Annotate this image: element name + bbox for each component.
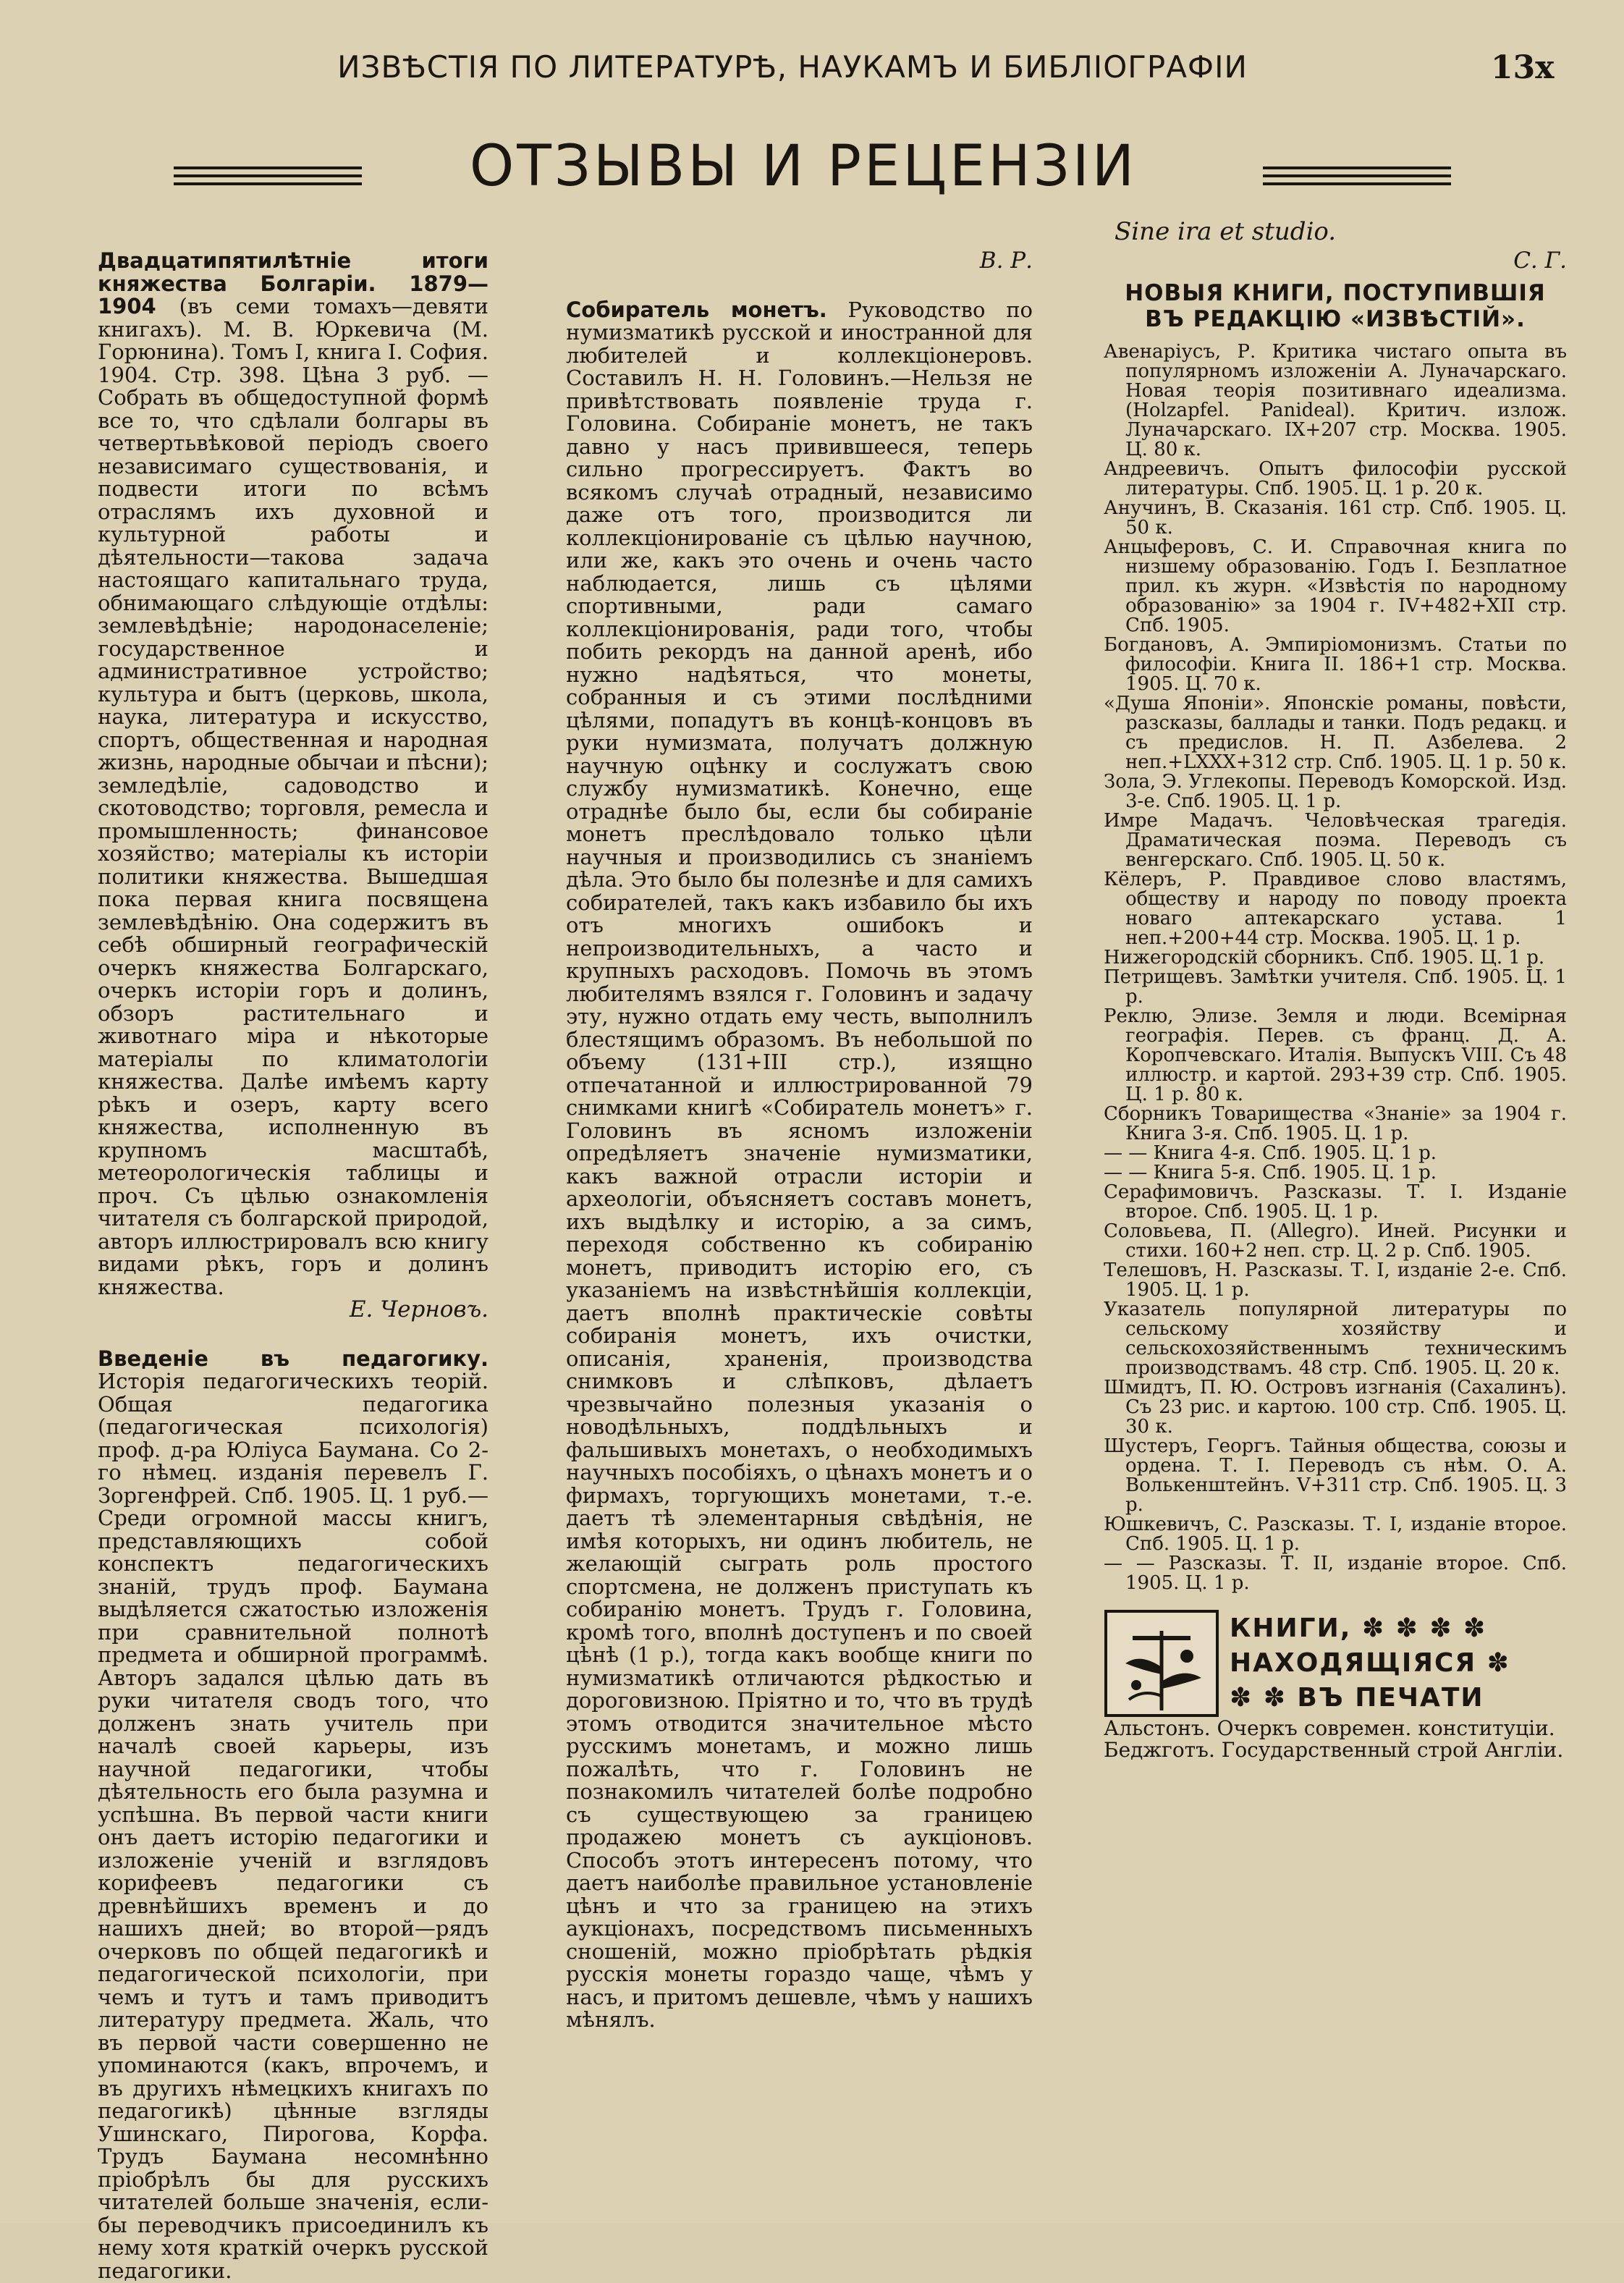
book-entry: Нижегородскій сборникъ. Спб. 1905. Ц. 1 р. — [1104, 946, 1545, 969]
book-entry: Серафимовичъ. Разсказы. Т. I. Изданіе второе. Спб. 1905. Ц. 1 р. — [1104, 1181, 1567, 1223]
book-entry: Богдановъ, А. Эмпиріомонизмъ. Статьи по философіи. Книга II. 186+1 стр. Москва. 1905. Ц. 70 к. — [1104, 633, 1567, 695]
book-entry: Указатель популярной литературы по сельскому хозяйству и сельскохозяйственнымъ техническимъ производствамъ. 48 стр. Спб. 1905. Ц. 20 к. — [1104, 1298, 1567, 1379]
review-1-body: (въ семи томахъ—девяти книгахъ). М. В. Юркевича (М. Горюнина). Томъ I, книга I. София. 1904. Стр. 398. Цѣна 3 руб. — Собрать въ общедоступной формѣ все то, что сдѣлали болгары въ четвертьвѣковой періодъ своего независимаго существованія, и подвести итоги по всѣмъ отраслямъ ихъ духовной и культурной работы и дѣятельности—такова задача настоящаго капитальнаго труда, обнимающаго слѣдующіе отдѣлы: землевѣдѣніе; народонаселеніе; государственное и административное устройство; культура и бытъ (церковь, школа, наука, литература и искусство, спортъ, общественная и народная жизнь, народные обычаи и пѣсни); земледѣліе, садоводство и скотоводство; торговля, ремесла и промышленность; финансовое хозяйство; матеріалы къ исторіи политики княжества. Вышедшая пока первая книга посвящена землевѣдѣнію. Она содержитъ въ себѣ обширный географическій очеркъ княжества Болгарскаго, очеркъ исторіи горъ и долинъ, обзоръ растительнаго и животнаго міра и нѣкоторые матеріалы по климатологіи княжества. Далѣе имѣемъ карту рѣкъ и озеръ, карту всего княжества, исполненную въ крупномъ масштабѣ, метеорологическія таблицы и проч. Съ цѣлью ознакомленія читателя съ болгарской природой, авторъ иллюстрировалъ всю книгу видами рѣкъ, горъ и долинъ княжества. — [98, 294, 489, 1299]
book-entry: — — Книга 5-я. Спб. 1905. Ц. 1 р. — [1104, 1161, 1437, 1183]
review-2-title: Введеніе въ педагогику. — [98, 1346, 489, 1371]
review-3-title: Собиратель монетъ. — [566, 297, 827, 322]
in-press-heading-line: КНИГИ, ✽ ✽ ✽ ✽ — [1230, 1613, 1487, 1643]
review-2-signature: В. Р. — [979, 248, 1033, 274]
in-press-item: Беджготъ. Государственный строй Англіи. — [1104, 1737, 1564, 1762]
left-title-rules — [174, 166, 362, 203]
masthead: ИЗВѢСТІЯ ПО ЛИТЕРАТУРѢ, НАУКАМЪ И БИБЛІОГРАФІИ — [337, 49, 1248, 85]
book-entry: Шустеръ, Георгъ. Тайныя общества, союзы и ордена. Т. I. Переводъ съ нѣм. О. А. Волькенштейнъ. V+311 стр. Спб. 1905. Ц. 3 р. — [1104, 1435, 1567, 1516]
review-1-title: Двадцатипятилѣтніе итоги княжества Болгаріи. 1879—1904 — [98, 248, 489, 318]
floral-initial-ornament-icon — [1104, 1609, 1219, 1718]
book-entry: Кёлеръ, Р. Правдивое слово властямъ, обществу и народу по поводу проекта новаго аптекарскаго устава. 1 неп.+200+44 стр. Москва. 1905. Ц. 1 р. — [1104, 868, 1567, 949]
book-entry: Анцыферовъ, С. И. Справочная книга по низшему образованію. Годъ I. Безплатное прил. къ журн. «Извѣстія по народному образованію» за 1904 г. IV+482+XII стр. Спб. 1905. — [1104, 536, 1567, 636]
book-entry: — — Книга 4-я. Спб. 1905. Ц. 1 р. — [1104, 1142, 1437, 1164]
book-entry: Андреевичъ. Опытъ философіи русской литературы. Спб. 1905. Ц. 1 р. 20 к. — [1104, 457, 1567, 499]
in-press-block — [1104, 1609, 1567, 1718]
section-title: ОТЗЫВЫ И РЕЦЕНЗІИ — [469, 134, 1138, 199]
page-number: 13х — [1491, 49, 1555, 86]
book-entry: Шмидтъ, П. Ю. Островъ изгнанія (Сахалинъ). Съ 23 рис. и картою. 100 стр. Спб. 1905. Ц. 30 к. — [1104, 1376, 1567, 1438]
new-books-list — [1104, 342, 1567, 1593]
review-3-signature: С. Г. — [1513, 248, 1567, 274]
book-entry: Авенаріусъ, Р. Критика чистаго опыта въ популярномъ изложеніи А. Луначарскаго. Новая теорія позитивнаго идеализма. (Holzapfel. Panideal). Критич. излож. Луначарскаго. IX+207 стр. Москва. 1905. Ц. 80 к. — [1104, 340, 1567, 460]
book-entry: Анучинъ, В. Сказанія. 161 стр. Спб. 1905. Ц. 50 к. — [1104, 497, 1567, 539]
review-2 — [98, 1348, 489, 2283]
in-press-heading-line: ✽ ✽ ВЪ ПЕЧАТИ — [1230, 1682, 1484, 1713]
new-books-heading: НОВЫЯ КНИГИ, ПОСТУПИВШІЯ ВЪ РЕДАКЦІЮ «ИЗВѢСТІЙ». — [1125, 279, 1546, 332]
book-entry: «Душа Японіи». Японскіе романы, повѣсти, разсказы, баллады и танки. Подъ редакц. и съ предислов. Н. П. Азбелева. 2 неп.+LXXX+312 стр. Спб. 1905. Ц. 1 р. 50 к. — [1104, 692, 1567, 773]
column-3 — [1104, 250, 1567, 1761]
book-entry: Сборникъ Товарищества «Знаніе» за 1904 г. Книга 3-я. Спб. 1905. Ц. 1 р. — [1104, 1102, 1567, 1144]
book-entry: Петрищевъ. Замѣтки учителя. Спб. 1905. Ц. 1 р. — [1104, 966, 1567, 1008]
review-3-body: Руководство по нумизматикѣ русской и иностранной для любителей и коллекціонеровъ. Составилъ Н. Н. Головинъ.—Нельзя не привѣтствовать появленіе труда г. Головина. Собираніе монетъ, не такъ давно у насъ привившееся, теперь сильно прогрессируетъ. Фактъ во всякомъ случаѣ отрадный, независимо даже отъ того, производится ли коллекціонированіе съ цѣлью научною, или же, какъ это очень и очень часто наблюдается, лишь съ цѣлями спортивными, ради самаго коллекціонированія, ради того, чтобы побить рекордъ на данной аренѣ, ибо нужно надѣяться, что монеты, собранныя и съ этими послѣдними цѣлями, попадутъ въ концѣ-концовъ въ руки нумизмата, получатъ должную научную оцѣнку и сослужатъ свою службу нумизматикѣ. Конечно, еще отраднѣе было бы, если бы собираніе монетъ преслѣдовало только цѣли научныя и производились съ знаніемъ дѣла. Это было бы полезнѣе и для самихъ собирателей, такъ какъ избавило бы ихъ отъ многихъ ошибокъ и непроизводительныхъ, а часто и крупныхъ расходовъ. Помочь въ этомъ любителямъ взялся г. Головинъ и задачу эту, нужно отдать ему честь, выполнилъ блестящимъ образомъ. Въ небольшой по объему (131+III стр.), изящно отпечатанной и иллюстрированной 79 снимками книгѣ «Собиратель монетъ» г. Головинъ въ ясномъ изложеніи опредѣляетъ значеніе нумизматики, какъ важной отрасли исторіи и археологіи, объясняетъ составъ монетъ, ихъ выдѣлку и исторію, а за симъ, переходя собственно къ собиранію монетъ, приводитъ исторію его, съ указаніемъ на извѣстнѣйшія коллекціи, даетъ вполнѣ практическіе совѣты собиранія монетъ, ихъ очистки, описанія, храненія, производства снимковъ и слѣпковъ, дѣлаетъ чрезвычайно полезныя указанія о новодѣльныхъ, поддѣльныхъ и фальшивыхъ монетахъ, о необходимыхъ научныхъ пособіяхъ, о цѣнахъ монетъ и о фирмахъ, торгующихъ монетами, т.-е. даетъ тѣ элементарныя свѣдѣнія, не имѣя которыхъ, ни одинъ любитель, не желающій сыграть роль простого спортсмена, не долженъ приступать къ собиранію монетъ. Трудъ г. Головина, кромѣ того, вполнѣ доступенъ и по своей цѣнѣ (1 р.), тогда какъ вообще книги по нумизматикѣ отличаются рѣдкостью и дороговизною. Пріятно и то, что въ трудѣ этомъ отводится значительное мѣсто русскимъ монетамъ, и можно лишь пожалѣть, что г. Головинъ не познакомилъ читателей болѣе подробно съ существующею за границею продажею монетъ съ аукціоновъ. Способъ этотъ интересенъ потому, что даетъ наиболѣе правильное установленіе цѣнъ и что за границею на этихъ аукціонахъ, посредствомъ письменныхъ сношеній, можно пріобрѣтать рѣдкія русскія монеты гораздо чаще, чѣмъ у насъ, и притомъ дешевле, чѣмъ у нашихъ мѣнялъ. — [566, 297, 1033, 2032]
book-entry: Соловьева, П. (Allegro). Иней. Рисунки и стихи. 160+2 неп. стр. Ц. 2 р. Спб. 1905. — [1104, 1220, 1567, 1262]
column-2 — [566, 250, 1033, 2032]
book-entry: Юшкевичъ, С. Разсказы. Т. I, изданіе второе. Спб. 1905. Ц. 1 р. — [1104, 1513, 1567, 1555]
book-entry: Телешовъ, Н. Разсказы. Т. I, изданіе 2-е. Спб. 1905. Ц. 1 р. — [1104, 1259, 1567, 1301]
in-press-heading — [1230, 1611, 1510, 1716]
book-entry: Имре Мадачъ. Человѣческая трагедія. Драматическая поэма. Переводъ съ венгерскаго. Спб. 1905. Ц. 50 к. — [1104, 809, 1567, 871]
review-3 — [566, 299, 1033, 2032]
in-press-heading-line: НАХОДЯЩІЯСЯ ✽ — [1230, 1647, 1510, 1678]
right-title-rules — [1263, 166, 1451, 203]
in-press-item: Альстонъ. Очеркъ современ. конституціи. — [1104, 1716, 1555, 1740]
column-1 — [98, 250, 489, 2282]
section-motto: Sine ira et studio. — [1115, 217, 1337, 246]
review-1 — [98, 250, 489, 1299]
book-entry: Зола, Э. Углекопы. Переводъ Коморской. Изд. 3-е. Спб. 1905. Ц. 1 р. — [1104, 770, 1567, 812]
book-entry: Реклю, Элизе. Земля и люди. Всемірная географія. Перев. съ франц. Д. А. Коропчевскаго. Италія. Выпускъ VIII. Съ 48 иллюстр. и картой. 293+39 стр. Спб. 1905. Ц. 1 р. 80 к. — [1104, 1005, 1567, 1105]
review-1-signature: Е. Черновъ. — [349, 1296, 489, 1322]
review-2-body: Исторія педагогическихъ теорій. Общая педагогика (педагогическая психологія) проф. д-ра Юліуса Баумана. Со 2-го нѣмец. изданія перевелъ Г. Зоргенфрей. Спб. 1905. Ц. 1 руб.— Среди огромной массы книгъ, представляющихъ собой конспектъ педагогическихъ знаній, трудъ проф. Баумана выдѣляется сжатостью изложенія при сравнительной полнотѣ предмета и обширной программѣ. Авторъ задался цѣлью дать въ руки читателя сводъ того, что долженъ знать учитель при началѣ своей карьеры, изъ научной педагогики, чтобы дѣятельность его была разумна и успѣшна. Въ первой части книги онъ даетъ исторію педагогики и изложеніе ученій и взглядовъ корифеевъ педагогики съ древнѣйшихъ временъ и до нашихъ дней; во второй—рядъ очерковъ по общей педагогикѣ и педагогической психологіи, при чемъ и тутъ и тамъ приводитъ литературу предмета. Жаль, что въ первой части совершенно не упоминаются (какъ, впрочемъ, и въ другихъ нѣмецкихъ книгахъ по педагогикѣ) цѣнные взгляды Ушинскаго, Пирогова, Корфа. Трудъ Баумана несомнѣнно пріобрѣлъ бы для русскихъ читателей больше значенія, если-бы переводчикъ присоединилъ къ нему хотя краткій очеркъ русской педагогики. — [98, 1369, 489, 2283]
book-entry: — — Разсказы. Т. II, изданіе второе. Спб. 1905. Ц. 1 р. — [1104, 1552, 1567, 1594]
